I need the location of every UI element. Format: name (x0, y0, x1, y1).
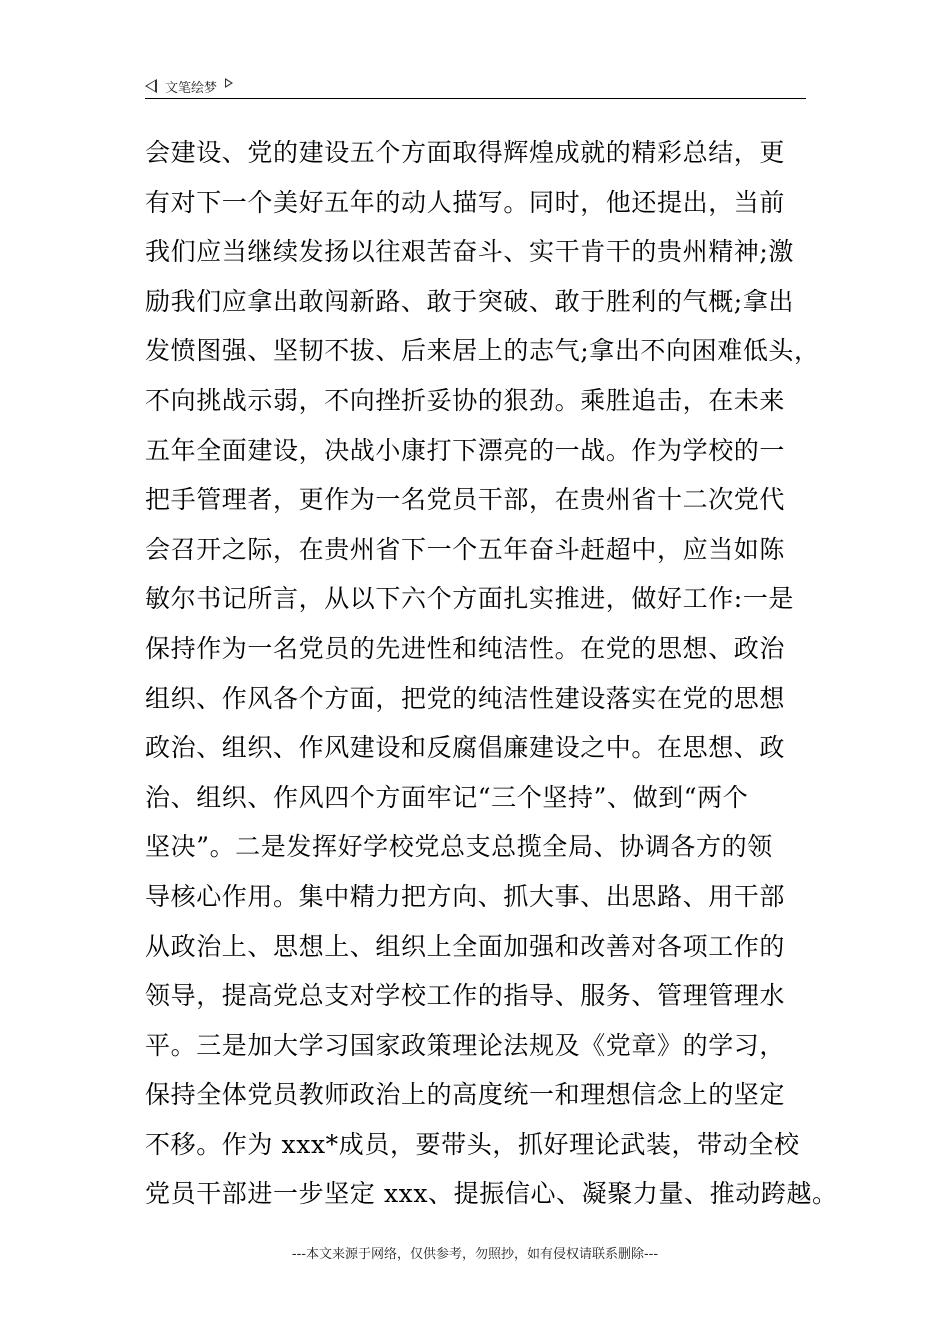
text-line: 平。三是加大学习国家政策理论法规及《党章》的学习， (145, 1030, 786, 1060)
text-line: 发愤图强、坚韧不拔、后来居上的志气;拿出不向困难低头， (145, 336, 820, 366)
text-line: 从政治上、思想上、组织上全面加强和改善对各项工作的 (145, 931, 786, 961)
text-line: 有对下一个美好五年的动人描写。同时，他还提出，当前 (145, 187, 786, 217)
text-line: 保持作为一名党员的先进性和纯洁性。在党的思想、政治 (145, 633, 786, 663)
document-body (145, 128, 838, 1219)
triangle-left-icon (145, 79, 157, 93)
text-line: 导核心作用。集中精力把方向、抓大事、出思路、用干部 (145, 881, 786, 911)
text-line: 敏尔书记所言，从以下六个方面扎实推进，做好工作:一是 (145, 584, 795, 614)
text-line: 我们应当继续发扬以往艰苦奋斗、实干肯干的贵州精神;激 (145, 237, 795, 267)
text-line: 五年全面建设，决战小康打下漂亮的一战。作为学校的一 (145, 435, 786, 465)
header-divider (145, 98, 806, 99)
text-line: 坚决”。二是发挥好学校党总支总揽全局、协调各方的领 (145, 832, 773, 862)
text-line: 领导，提高党总支对学校工作的指导、服务、管理管理水 (145, 981, 786, 1011)
triangle-right-icon (225, 78, 233, 88)
text-line: 政治、组织、作风建设和反腐倡廉建设之中。在思想、政 (145, 733, 786, 763)
text-line: 励我们应拿出敢闯新路、敢于突破、敢于胜利的气概;拿出 (145, 286, 795, 316)
page-header (145, 76, 805, 96)
page-footer: ---本文来源于网络，仅供参考，勿照抄，如有侵权请联系删除--- (291, 1247, 659, 1262)
text-line: 不移。作为 xxx*成员，要带头，抓好理论武装，带动全校 (145, 1129, 800, 1159)
text-line: 把手管理者，更作为一名党员干部，在贵州省十二次党代 (145, 485, 786, 515)
header-title: 文笔绘梦 (165, 80, 218, 96)
text-line: 保持全体党员教师政治上的高度统一和理想信念上的坚定 (145, 1080, 786, 1110)
text-line: 组织、作风各个方面，把党的纯洁性建设落实在党的思想 (145, 683, 786, 713)
text-line: 党员干部进一步坚定 xxx、提振信心、凝聚力量、推动跨越。 (145, 1179, 838, 1209)
text-line: 治、组织、作风四个方面牢记“三个坚持”、做到“两个 (145, 782, 749, 812)
text-line: 会召开之际，在贵州省下一个五年奋斗赶超中，应当如陈 (145, 534, 786, 564)
text-line: 会建设、党的建设五个方面取得辉煌成就的精彩总结，更 (145, 138, 786, 167)
text-line: 不向挑战示弱，不向挫折妥协的狠劲。乘胜追击，在未来 (145, 385, 786, 415)
